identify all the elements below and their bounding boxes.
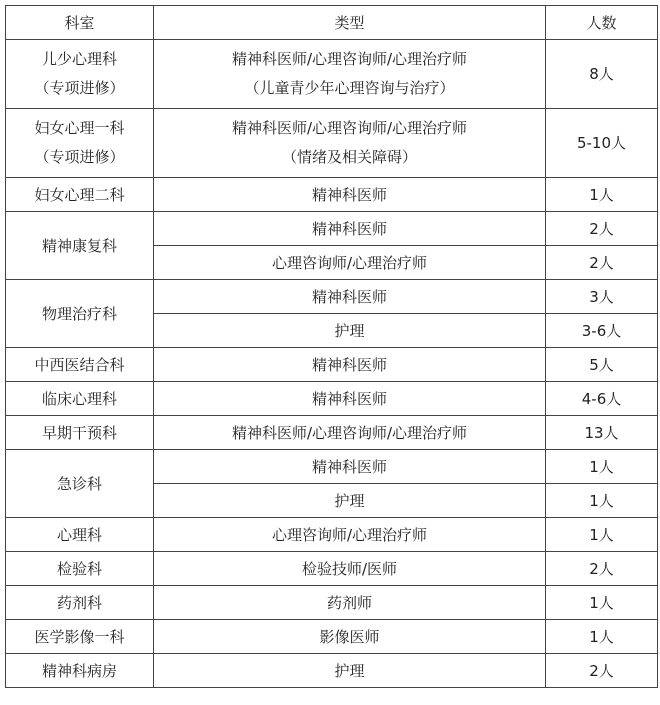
type-cell: 心理咨询师/心理治疗师 — [154, 518, 546, 552]
count-cell: 1人 — [546, 620, 658, 654]
table-row — [6, 620, 658, 654]
table-row — [6, 280, 658, 314]
count-cell: 8人 — [546, 40, 658, 109]
table-row — [6, 450, 658, 484]
dept-cell: 医学影像一科 — [6, 620, 154, 654]
count-cell: 2人 — [546, 246, 658, 280]
type-cell: 心理咨询师/心理治疗师 — [154, 246, 546, 280]
count-cell: 2人 — [546, 212, 658, 246]
dept-name: 妇女心理一科 — [34, 119, 125, 137]
table-row — [6, 518, 658, 552]
type-cell: 护理 — [154, 484, 546, 518]
dept-cell: 物理治疗科 — [6, 280, 154, 348]
type-cell: 精神科医师 — [154, 212, 546, 246]
table-row — [6, 416, 658, 450]
count-cell: 2人 — [546, 654, 658, 688]
count-cell: 1人 — [546, 178, 658, 212]
dept-cell: 早期干预科 — [6, 416, 154, 450]
count-cell: 3-6人 — [546, 314, 658, 348]
count-cell: 1人 — [546, 586, 658, 620]
table-row — [6, 40, 658, 109]
type-cell — [154, 109, 546, 178]
type-cell: 精神科医师 — [154, 382, 546, 416]
dept-cell: 中西医结合科 — [6, 348, 154, 382]
dept-name: 儿少心理科 — [41, 50, 117, 68]
count-cell: 2人 — [546, 552, 658, 586]
header-dept: 科室 — [6, 6, 154, 40]
table-row — [6, 212, 658, 246]
table-row — [6, 586, 658, 620]
type-cell: 精神科医师 — [154, 450, 546, 484]
count-cell: 4-6人 — [546, 382, 658, 416]
count-cell: 5人 — [546, 348, 658, 382]
dept-cell: 精神科病房 — [6, 654, 154, 688]
type-name: 精神科医师/心理咨询师/心理治疗师 — [231, 50, 468, 68]
count-cell: 1人 — [546, 484, 658, 518]
type-note: （情绪及相关障碍） — [281, 148, 417, 166]
type-cell: 护理 — [154, 314, 546, 348]
dept-cell: 妇女心理二科 — [6, 178, 154, 212]
dept-cell — [6, 109, 154, 178]
type-cell: 护理 — [154, 654, 546, 688]
staffing-table — [5, 5, 658, 688]
count-cell: 1人 — [546, 518, 658, 552]
dept-cell — [6, 40, 154, 109]
table-row — [6, 654, 658, 688]
count-cell: 3人 — [546, 280, 658, 314]
count-cell: 13人 — [546, 416, 658, 450]
type-note: （儿童青少年心理咨询与治疗） — [244, 79, 455, 97]
table-row — [6, 382, 658, 416]
table-row — [6, 348, 658, 382]
table-header-row — [6, 6, 658, 40]
type-cell: 检验技师/医师 — [154, 552, 546, 586]
dept-cell: 心理科 — [6, 518, 154, 552]
type-cell: 药剂师 — [154, 586, 546, 620]
type-name: 精神科医师/心理咨询师/心理治疗师 — [231, 119, 468, 137]
dept-note: （专项进修） — [34, 79, 125, 97]
type-cell — [154, 40, 546, 109]
dept-cell: 检验科 — [6, 552, 154, 586]
count-cell: 5-10人 — [546, 109, 658, 178]
table-row — [6, 109, 658, 178]
table-row — [6, 178, 658, 212]
header-type: 类型 — [154, 6, 546, 40]
type-cell: 精神科医师 — [154, 280, 546, 314]
dept-cell: 药剂科 — [6, 586, 154, 620]
type-cell: 精神科医师/心理咨询师/心理治疗师 — [154, 416, 546, 450]
type-cell: 影像医师 — [154, 620, 546, 654]
type-cell: 精神科医师 — [154, 178, 546, 212]
table-row — [6, 552, 658, 586]
dept-cell: 急诊科 — [6, 450, 154, 518]
type-cell: 精神科医师 — [154, 348, 546, 382]
count-cell: 1人 — [546, 450, 658, 484]
dept-cell: 精神康复科 — [6, 212, 154, 280]
header-count: 人数 — [546, 6, 658, 40]
dept-note: （专项进修） — [34, 148, 125, 166]
dept-cell: 临床心理科 — [6, 382, 154, 416]
